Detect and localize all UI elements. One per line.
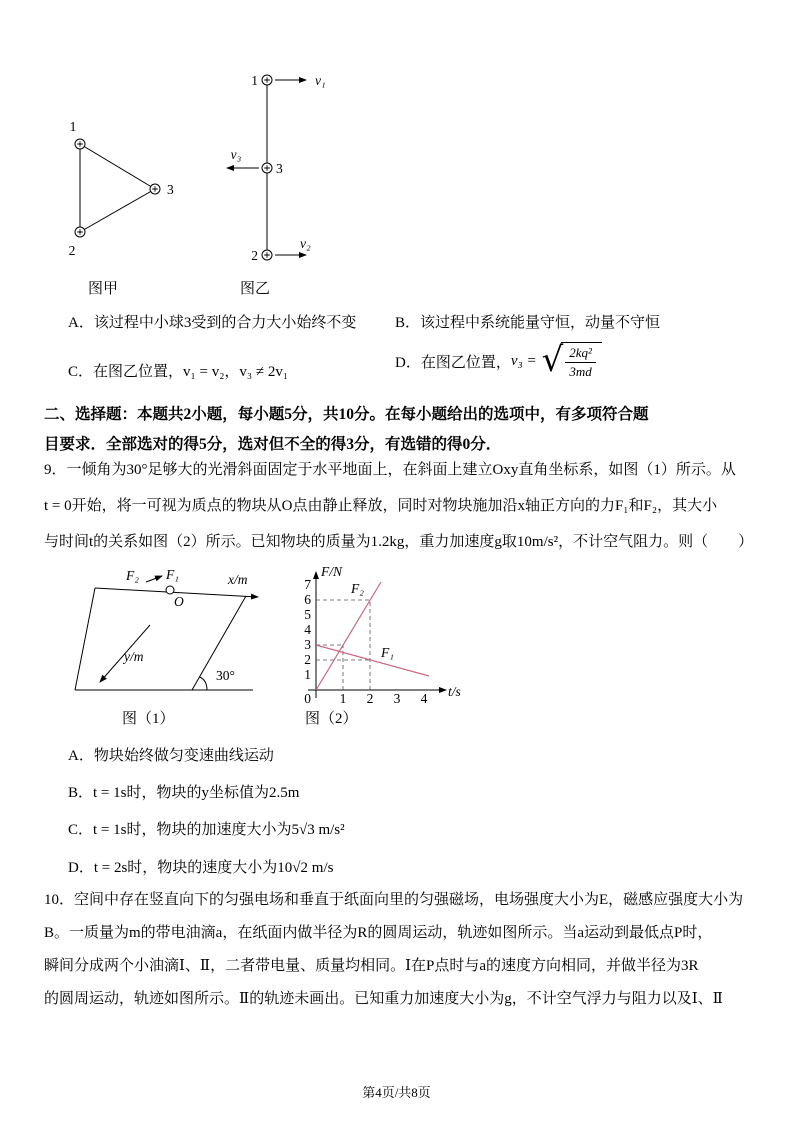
ball-1-label: 1 bbox=[69, 119, 77, 134]
y-tick: 5 bbox=[304, 607, 311, 622]
f2-curve-label: F₂ bbox=[351, 581, 364, 596]
f2-label: F₂ bbox=[126, 568, 139, 583]
y-tick: 7 bbox=[304, 577, 311, 592]
f1-curve-label: F₁ bbox=[381, 645, 394, 660]
q9-option-a: A．物块始终做匀变速曲线运动 bbox=[68, 748, 274, 764]
question-10-line-1: 10．空间中存在竖直向下的匀强电场和垂直于纸面向里的匀强磁场，电场强度大小为E，磁感应强度大小为 bbox=[44, 892, 744, 908]
q9-option-b: B．t = 1s时，物块的y坐标值为2.5m bbox=[68, 785, 300, 801]
ball-1-label: 1 bbox=[251, 73, 258, 88]
charged-ball-2-icon bbox=[75, 227, 85, 237]
block-icon bbox=[166, 586, 174, 594]
charged-ball-1-icon bbox=[262, 75, 272, 85]
q8-option-d-text: D．在图乙位置， bbox=[395, 354, 511, 371]
question-9-stem bbox=[44, 452, 764, 560]
section-2-header-line-1: 二、选择题：本题共2小题，每小题5分，共10分。在每小题给出的选项中，有多项符合题 bbox=[44, 406, 649, 423]
origin-tick: 0 bbox=[304, 691, 311, 706]
question-10-line-4: 的圆周运动，轨迹如图所示。Ⅱ的轨迹未画出。已知重力加速度大小为g，不计空气浮力与阻力以及Ⅰ、Ⅱ bbox=[44, 991, 723, 1007]
x-tick: 4 bbox=[420, 691, 428, 706]
sqrt-expression bbox=[541, 339, 602, 381]
v3-label: v₃ bbox=[230, 147, 242, 162]
q8-option-a: A．该过程中小球3受到的合力大小始终不变 bbox=[68, 315, 357, 331]
q8-option-d bbox=[395, 339, 602, 381]
graph-x-label: t/s bbox=[448, 684, 461, 699]
y-tick: 1 bbox=[304, 667, 311, 682]
fraction-denominator: 3md bbox=[569, 364, 592, 380]
y-axis-label: y/m bbox=[124, 649, 144, 664]
angle-arc-icon bbox=[200, 677, 208, 690]
figure-2-force-time-graph bbox=[278, 560, 493, 712]
incline-left-edge bbox=[75, 588, 95, 690]
question-10-line-3: 瞬间分成两个小油滴Ⅰ、Ⅱ，二者带电量、质量均相同。Ⅰ在P点时与a的速度方向相同，并做半径为3R bbox=[44, 958, 699, 974]
v1-label: v₁ bbox=[315, 73, 326, 88]
figure-jia-charged-triangle bbox=[55, 112, 195, 272]
f1-line bbox=[316, 645, 429, 676]
y-tick: 2 bbox=[304, 652, 311, 667]
force-arrow-icon bbox=[146, 576, 162, 582]
graph-y-label: F/N bbox=[321, 564, 343, 579]
triangle-edge bbox=[80, 144, 155, 189]
section-2-header-line-2: 目要求．全部选对的得5分，选对但不全的得3分，有选错的得0分． bbox=[44, 436, 502, 453]
charged-ball-1-icon bbox=[75, 139, 85, 149]
charged-ball-2-icon bbox=[262, 250, 272, 260]
q8-option-b: B．该过程中系统能量守恒，动量不守恒 bbox=[395, 315, 661, 331]
f1-label: F₁ bbox=[166, 567, 179, 582]
q8-option-c: C．在图乙位置，v₁ = v₂，v₃ ≠ 2v₁ bbox=[68, 364, 289, 380]
page-number: 第4页/共8页 bbox=[362, 1085, 431, 1100]
figure-jia-caption: 图甲 bbox=[88, 281, 119, 297]
figure-1-caption: 图（1） bbox=[122, 711, 175, 727]
origin-label: O bbox=[174, 594, 184, 609]
question-9-line-3: 与时间t的关系如图（2）所示。已知物块的质量为1.2kg，重力加速度g取10m/s²，不计空气阻力。则（ ） bbox=[44, 534, 754, 550]
x-tick: 1 bbox=[339, 691, 347, 706]
question-10-stem bbox=[44, 884, 764, 1016]
triangle-edge bbox=[80, 189, 155, 232]
q9-option-c: C．t = 1s时，物块的加速度大小为5√3 m/s² bbox=[68, 822, 345, 838]
charged-ball-3-icon bbox=[262, 163, 272, 173]
x-axis-label: x/m bbox=[228, 572, 248, 587]
figure-yi-caption: 图乙 bbox=[240, 281, 271, 297]
figure-yi-collinear-balls bbox=[212, 58, 347, 273]
f2-line bbox=[316, 582, 381, 690]
figure-2-caption: 图（2） bbox=[305, 711, 358, 727]
fraction-numerator: 2kq² bbox=[565, 345, 596, 363]
q8-option-d-lhs: v₃ = bbox=[510, 352, 537, 369]
x-tick: 2 bbox=[366, 691, 374, 706]
x-tick: 3 bbox=[393, 691, 401, 706]
y-tick: 6 bbox=[304, 592, 311, 607]
ball-2-label: 2 bbox=[68, 243, 76, 258]
incline-angle-label: 30° bbox=[216, 668, 235, 683]
radical-sign-icon: √ bbox=[541, 339, 564, 380]
question-10-line-2: B。一质量为m的带电油滴a，在纸面内做半径为R的圆周运动，轨迹如图所示。当a运动到最低点P时， bbox=[44, 925, 713, 941]
radicand bbox=[561, 342, 602, 381]
ball-2-label: 2 bbox=[251, 248, 258, 263]
y-tick: 4 bbox=[304, 622, 311, 637]
y-tick: 3 bbox=[304, 637, 311, 652]
question-9-line-2: t = 0开始，将一可视为质点的物块从O点由静止释放，同时对物块施加沿x轴正方向的力F₁和F₂，其大小 bbox=[44, 498, 718, 514]
figure-1-incline-diagram bbox=[58, 568, 308, 710]
ball-3-label: 3 bbox=[167, 182, 174, 197]
section-2-header bbox=[44, 400, 754, 460]
v2-label: v₂ bbox=[300, 236, 311, 251]
charged-ball-3-icon bbox=[150, 184, 160, 194]
ball-3-label: 3 bbox=[276, 161, 283, 176]
question-9-line-1: 9．一倾角为30°足够大的光滑斜面固定于水平地面上，在斜面上建立Oxy直角坐标系，如图（1）所示。从 bbox=[44, 462, 736, 478]
fraction bbox=[565, 345, 596, 381]
q9-option-d: D．t = 2s时，物块的速度大小为10√2 m/s bbox=[68, 860, 334, 876]
